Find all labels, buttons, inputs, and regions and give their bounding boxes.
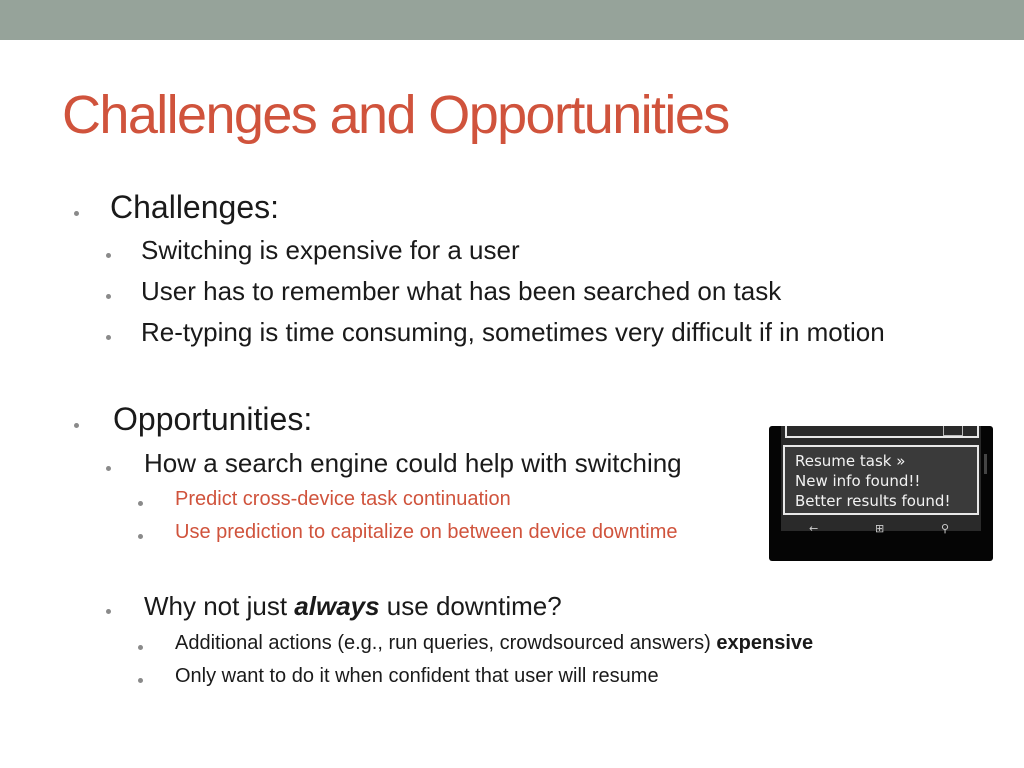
bullet-dot <box>138 645 143 650</box>
why-not-emphasis: always <box>294 591 380 621</box>
search-engine-item: How a search engine could help with switching <box>144 448 682 478</box>
phone-screenshot <box>769 426 993 561</box>
challenge-item: User has to remember what has been searched on task <box>141 276 782 306</box>
why-not-suffix: use downtime? <box>379 591 562 621</box>
top-decorative-band <box>0 0 1024 40</box>
slide-title: Challenges and Opportunities <box>62 85 729 145</box>
phone-notification <box>783 445 979 515</box>
bullet-dot <box>138 678 143 683</box>
challenge-item: Switching is expensive for a user <box>141 235 520 265</box>
phone-app-tile-edge <box>785 426 979 438</box>
challenge-item: Re-typing is time consuming, sometimes very difficult if in motion <box>141 317 885 347</box>
search-icon: ⚲ <box>941 522 950 535</box>
why-not-item <box>144 593 562 619</box>
bullet-dot <box>106 466 111 471</box>
challenges-heading: Challenges: <box>110 189 279 225</box>
prediction-item: Use prediction to capitalize on between device downtime <box>175 521 678 543</box>
windows-logo-icon: ⊞ <box>875 522 885 535</box>
bullet-dot <box>74 211 79 216</box>
phone-tile-corner <box>943 426 963 436</box>
bullet-dot <box>74 423 79 428</box>
why-not-prefix: Why not just <box>144 591 295 621</box>
bullet-dot <box>106 609 111 614</box>
bullet-dot <box>106 335 111 340</box>
phone-side-button <box>984 454 987 474</box>
bullet-dot <box>138 534 143 539</box>
bullet-dot <box>106 253 111 258</box>
opportunities-heading: Opportunities: <box>113 401 313 437</box>
notification-line: Better results found! <box>795 492 951 510</box>
bullet-dot <box>138 501 143 506</box>
prediction-item: Predict cross-device task continuation <box>175 488 511 510</box>
notification-line: New info found!! <box>795 472 921 490</box>
why-not-subitem-bold: expensive <box>716 632 814 654</box>
phone-nav-bar <box>769 522 993 540</box>
why-not-subitem: Only want to do it when confident that user will resume <box>175 665 659 687</box>
bullet-dot <box>106 294 111 299</box>
notification-line: Resume task » <box>795 452 906 470</box>
why-not-subitem-text: Additional actions (e.g., run queries, crowdsourced answers) <box>175 632 717 654</box>
back-arrow-icon: ← <box>809 522 819 535</box>
why-not-subitem <box>175 633 813 653</box>
